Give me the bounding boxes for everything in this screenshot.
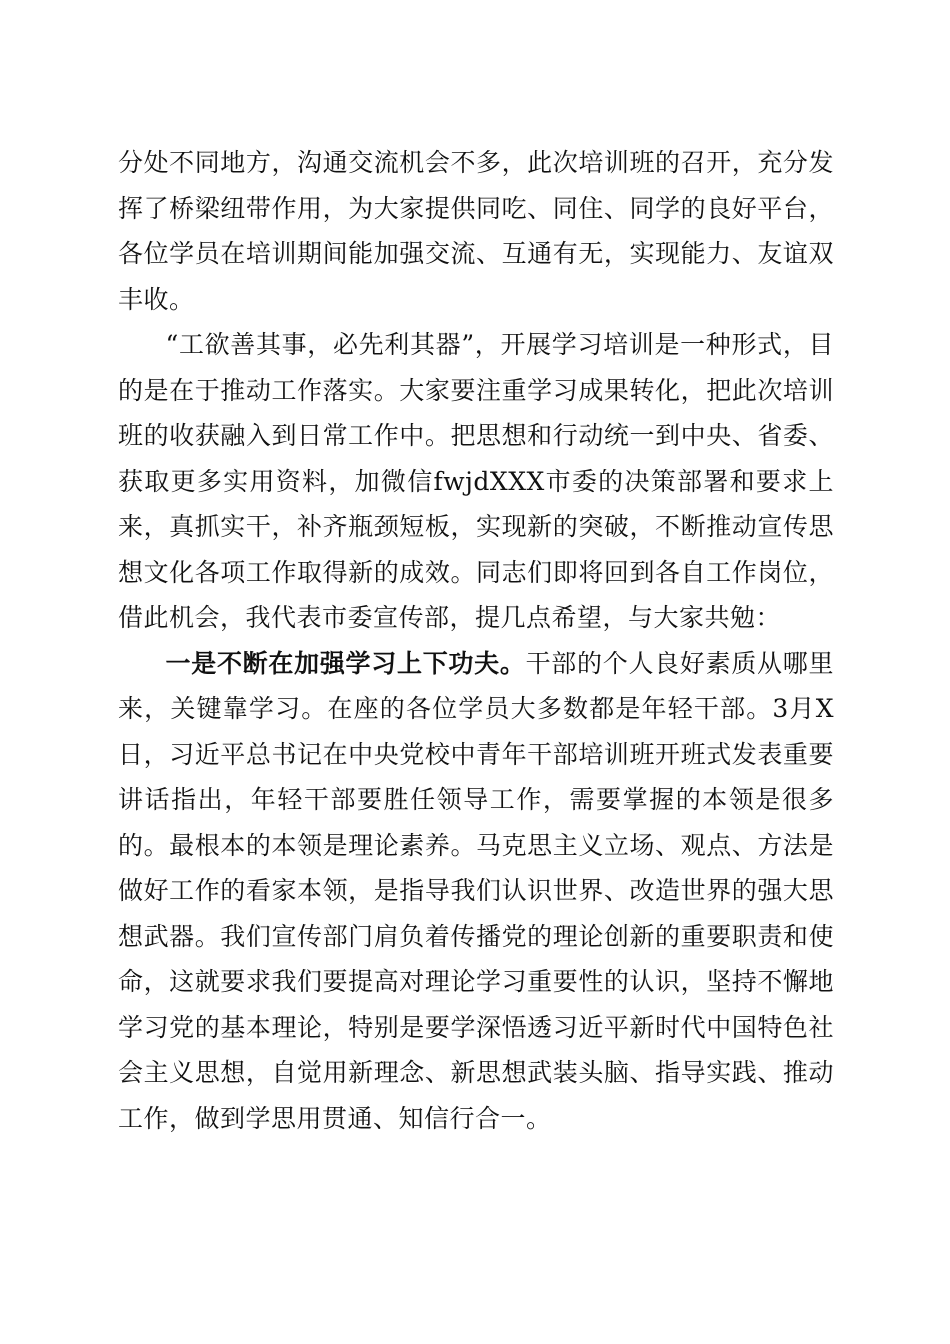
paragraph-quote-intro: “工欲善其事，必先利其器”，开展学习培训是一种形式，目的是在于推动工作落实。大家要注重学习成果转化，把此次培训班的收获融入到日常工作中。把思想和行动统一到中央、省委、获取更多实用资料，加微信fwjdXXX市委的决策部署和要求上来，真抓实干，补齐瓶颈短板，实现新的突破，不断推动宣传思想文化各项工作取得新的成效。同志们即将回到各自工作岗位，借此机会，我代表市委宣传部，提几点希望，与大家共勉： <box>118 330 834 632</box>
paragraph-body-text: 干部的个人良好素质从哪里来，关键靠学习。在座的各位学员大多数都是年轻干部。3月X日，习近平总书记在中央党校中青年干部培训班开班式发表重要讲话指出，年轻干部要胜任领导工作，需要掌握的本领是很多的。最根本的本领是理论素养。马克思主义立场、观点、方法是做好工作的看家本领，是指导我们认识世界、改造世界的强大思想武器。我们宣传部门肩负着传播党的理论创新的重要职责和使命，这就要求我们要提高对理论学习重要性的认识，坚持不懈地学习党的基本理论，特别是要学深悟透习近平新时代中国特色社会主义思想，自觉用新理念、新思想武装头脑、指导实践、推动工作，做到学思用贯通、知信行合一。 <box>118 648 834 1133</box>
document-body <box>118 140 834 1141</box>
paragraph-lead-heading: 一是不断在加强学习上下功夫。 <box>165 648 526 678</box>
paragraph-point-one <box>118 641 834 1142</box>
paragraph-continuation: 分处不同地方，沟通交流机会不多，此次培训班的召开，充分发挥了桥梁纽带作用，为大家提供同吃、同住、同学的良好平台，各位学员在培训期间能加强交流、互通有无，实现能力、友谊双丰收。 <box>118 148 834 314</box>
